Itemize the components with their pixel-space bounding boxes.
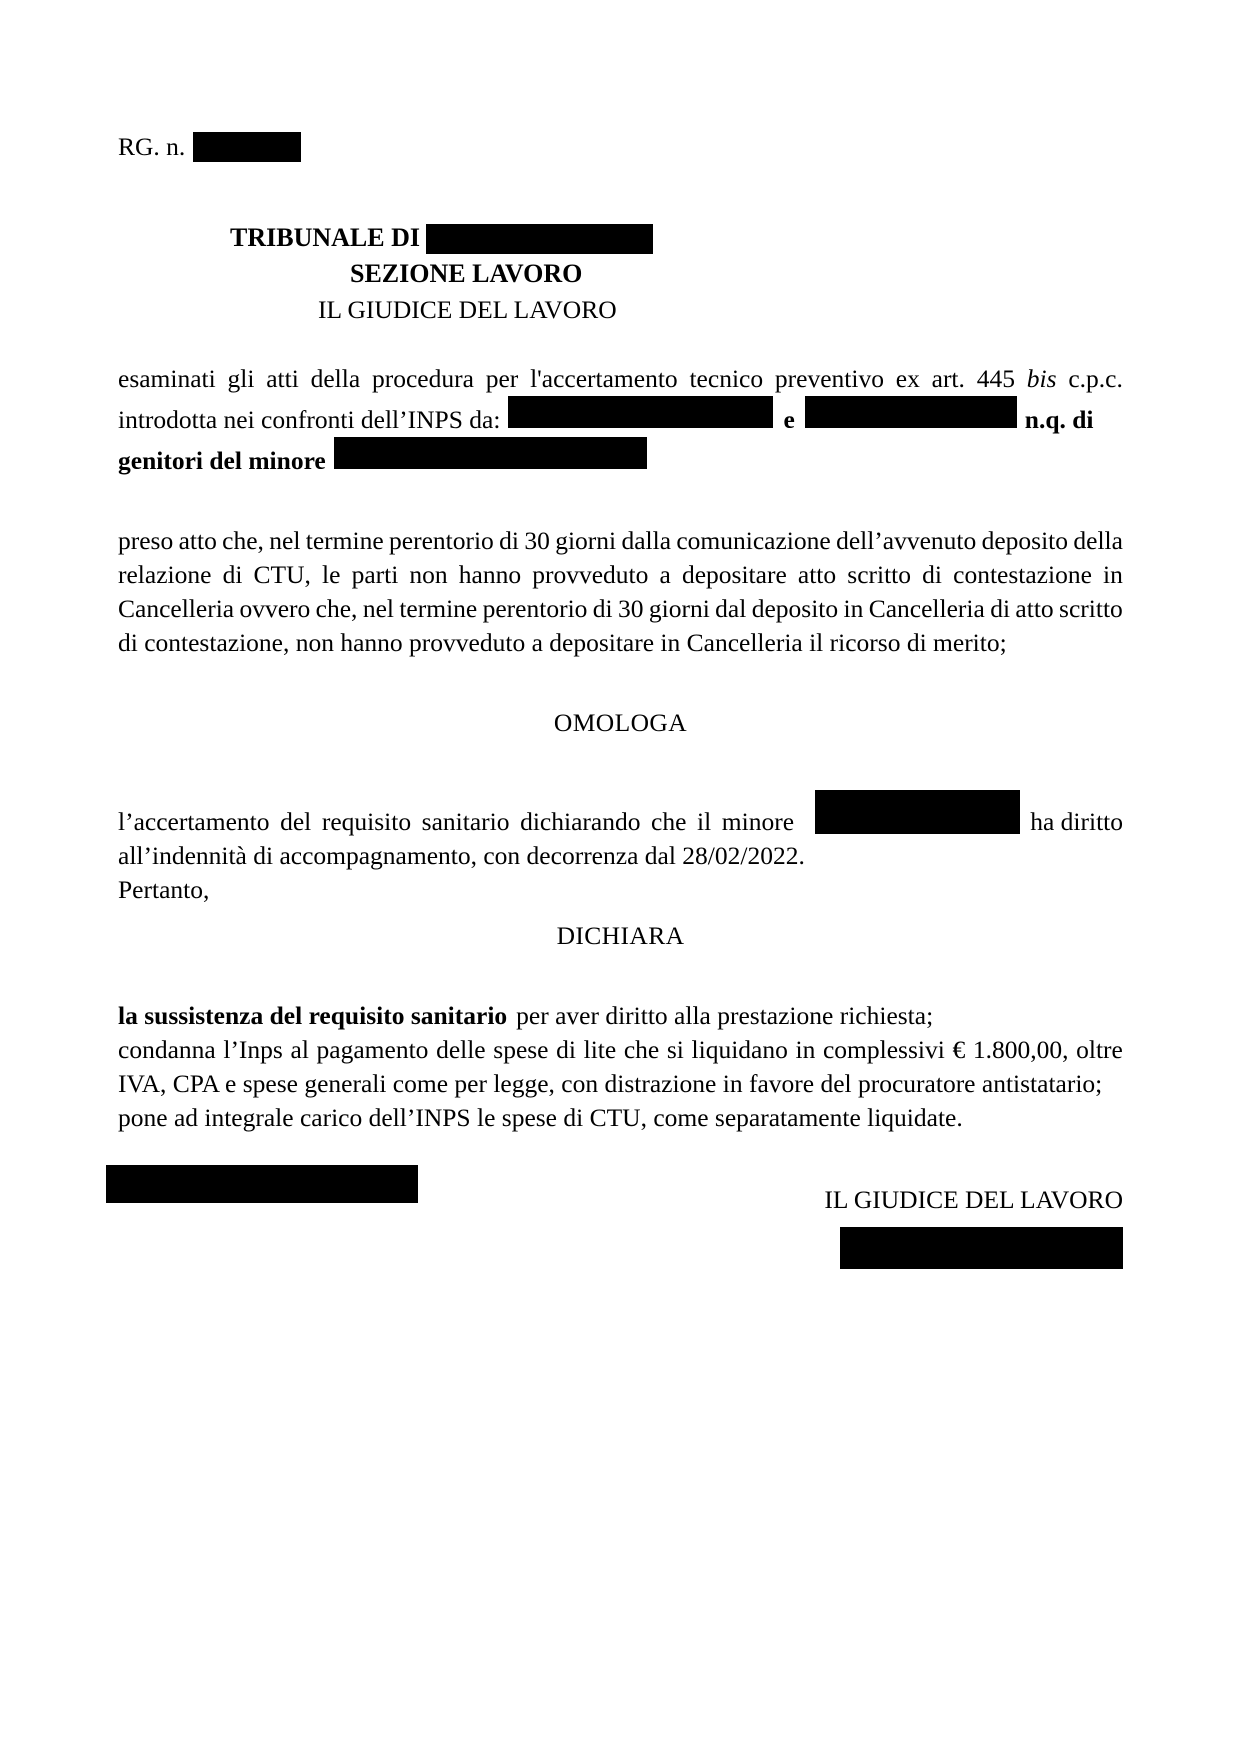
omologa-word: il <box>697 807 712 837</box>
recital-word: dalla <box>621 526 672 556</box>
omologa-word: minore <box>721 807 795 837</box>
signature-left <box>106 1165 418 1203</box>
recital-line-2 <box>118 558 1123 592</box>
redaction-party-2 <box>805 396 1017 428</box>
omologa-line-1 <box>118 786 1123 839</box>
omologa-word: dichiarando <box>520 807 641 837</box>
dichiara-keyword: DICHIARA <box>556 921 685 951</box>
dichiara-word: oltre <box>1076 1035 1123 1065</box>
recital-word: deposito <box>751 594 839 624</box>
recital-word: della <box>1073 526 1123 556</box>
intro-parties-suffix: n.q. di <box>1024 405 1094 435</box>
recital-word: di <box>222 560 243 590</box>
intro-paragraph <box>118 362 1123 478</box>
recital-word: di <box>990 594 1011 624</box>
intro-word: gli <box>227 364 255 394</box>
recital-word: di <box>922 560 942 590</box>
intro-word: procedura <box>371 364 474 394</box>
recital-word: che, <box>222 526 264 556</box>
omologa-word: che <box>651 807 687 837</box>
intro-line-1 <box>118 362 1123 396</box>
dichiara-word: che <box>623 1035 660 1065</box>
dichiara-word: di <box>556 1035 576 1065</box>
redaction-case-number <box>193 132 301 162</box>
recital-word: atto <box>797 560 837 590</box>
recital-word: 30 <box>524 526 550 556</box>
recital-word: atto <box>1015 594 1054 624</box>
intro-word: ex <box>895 364 920 394</box>
recital-word: preso <box>118 526 174 556</box>
recital-word: comunicazione <box>676 526 831 556</box>
recital-line-1 <box>118 524 1123 558</box>
intro-word: art. <box>931 364 965 394</box>
recital-word: non <box>409 560 448 590</box>
recital-word: depositare <box>681 560 787 590</box>
omologa-word: l’accertamento <box>118 807 270 837</box>
intro-minor-prefix: genitori del minore <box>118 446 326 476</box>
intro-conjunction: e <box>783 405 795 435</box>
intro-word: l'accertamento <box>530 364 678 394</box>
court-heading-block <box>118 220 1123 328</box>
dichiara-line-1 <box>118 999 1123 1033</box>
recital-word: ovvero <box>239 594 311 624</box>
intro-line-2 <box>118 396 1123 437</box>
court-heading-line <box>118 220 1123 256</box>
omologa-word: del <box>280 807 312 837</box>
dichiara-word: pagamento <box>316 1035 429 1065</box>
recital-word: hanno <box>458 560 522 590</box>
recital-word: perentorio <box>389 526 494 556</box>
redaction-court-name <box>426 224 653 254</box>
recital-word: contestazione <box>953 560 1092 590</box>
omologa-line-3: Pertanto, <box>118 875 210 905</box>
dichiara-word: spese <box>493 1035 549 1065</box>
recital-word: scritto <box>847 560 912 590</box>
judge-heading: IL GIUDICE DEL LAVORO <box>318 295 617 325</box>
dichiara-word: delle <box>436 1035 486 1065</box>
redaction-judge-signature <box>840 1227 1123 1269</box>
intro-word: c.p.c. <box>1068 364 1123 394</box>
recital-word: dal <box>715 594 747 624</box>
dichiara-word: € <box>952 1035 966 1065</box>
redaction-party-1 <box>508 396 773 428</box>
intro-word: per <box>485 364 519 394</box>
recital-word: a <box>659 560 671 590</box>
dichiara-line-1-bold: la sussistenza del requisito sanitario <box>118 1001 508 1031</box>
intro-word: atti <box>266 364 299 394</box>
redaction-minor-name <box>334 437 647 469</box>
recital-word: nel <box>269 526 301 556</box>
intro-line-3 <box>118 437 1123 478</box>
omologa-word: requisito <box>321 807 412 837</box>
recital-word: dell’avvenuto <box>836 526 977 556</box>
case-number-label: RG. n. <box>118 132 186 161</box>
intro-parties-prefix: introdotta nei confronti dell’INPS da: <box>118 405 501 435</box>
document-content <box>118 130 1123 1285</box>
recital-word: che, <box>315 594 358 624</box>
signature-heading: IL GIUDICE DEL LAVORO <box>824 1185 1123 1215</box>
dichiara-word: condanna <box>118 1035 216 1065</box>
redaction-place-date <box>106 1165 418 1203</box>
recital-word: CTU, <box>253 560 311 590</box>
recital-word: termine <box>305 526 384 556</box>
omologa-word: sanitario <box>421 807 510 837</box>
recital-line-3 <box>118 592 1123 626</box>
recital-word: di <box>592 594 613 624</box>
recital-word: in <box>843 594 864 624</box>
dichiara-paragraph <box>118 999 1123 1135</box>
omologa-line-2: all’indennità di accompagnamento, con decorrenza dal 28/02/2022. <box>118 841 805 871</box>
dichiara-line-3: IVA, CPA e spese generali come per legge, con distrazione in favore del procuratore antistatario; <box>118 1069 1103 1099</box>
dichiara-word: si <box>666 1035 684 1065</box>
recital-word: perentorio <box>482 594 588 624</box>
dichiara-line-1-rest: per aver diritto alla prestazione richiesta; <box>516 1001 934 1031</box>
dichiara-line-2 <box>118 1033 1123 1067</box>
recital-word: deposito <box>981 526 1069 556</box>
recital-word: le <box>322 560 341 590</box>
dichiara-word: al <box>290 1035 309 1065</box>
recital-word: scritto <box>1059 594 1123 624</box>
signature-block <box>118 1165 1123 1285</box>
dichiara-word: 1.800,00, <box>972 1035 1069 1065</box>
intro-word: esaminati <box>118 364 216 394</box>
recital-word: giorni <box>648 594 710 624</box>
recital-word: parti <box>351 560 399 590</box>
dichiara-word: lite <box>583 1035 617 1065</box>
recital-word: relazione <box>118 560 212 590</box>
recital-line-4: di contestazione, non hanno provveduto a depositare in Cancelleria il ricorso di merito; <box>118 628 1007 658</box>
dichiara-word: l’Inps <box>223 1035 283 1065</box>
recital-word: termine <box>399 594 478 624</box>
recital-paragraph <box>118 524 1123 660</box>
recital-word: 30 <box>618 594 644 624</box>
redaction-minor-name-2 <box>815 790 1020 834</box>
case-number-line <box>118 130 1123 164</box>
intro-word: della <box>310 364 361 394</box>
recital-word: provveduto <box>532 560 649 590</box>
recital-word: Cancelleria <box>118 594 235 624</box>
dichiara-word: complessivi <box>822 1035 945 1065</box>
intro-word: preventivo <box>774 364 884 394</box>
court-heading-text: TRIBUNALE DI <box>230 223 420 253</box>
dichiara-line-4: pone ad integrale carico dell’INPS le spese di CTU, come separatamente liquidate. <box>118 1103 963 1133</box>
recital-word: nel <box>362 594 394 624</box>
omologa-keyword: OMOLOGA <box>553 708 688 738</box>
recital-word: Cancelleria <box>868 594 985 624</box>
recital-word: di <box>499 526 519 556</box>
recital-word: atto <box>178 526 217 556</box>
intro-word-italic: bis <box>1026 364 1057 394</box>
signature-right <box>824 1183 1123 1269</box>
omologa-paragraph <box>118 786 1123 907</box>
recital-word: in <box>1103 560 1123 590</box>
dichiara-word: in <box>795 1035 816 1065</box>
recital-word: giorni <box>555 526 617 556</box>
court-section: SEZIONE LAVORO <box>350 259 583 289</box>
intro-word: tecnico <box>689 364 764 394</box>
dichiara-word: liquidano <box>691 1035 788 1065</box>
omologa-word: ha diritto <box>1030 807 1123 837</box>
intro-word: 445 <box>976 364 1015 394</box>
